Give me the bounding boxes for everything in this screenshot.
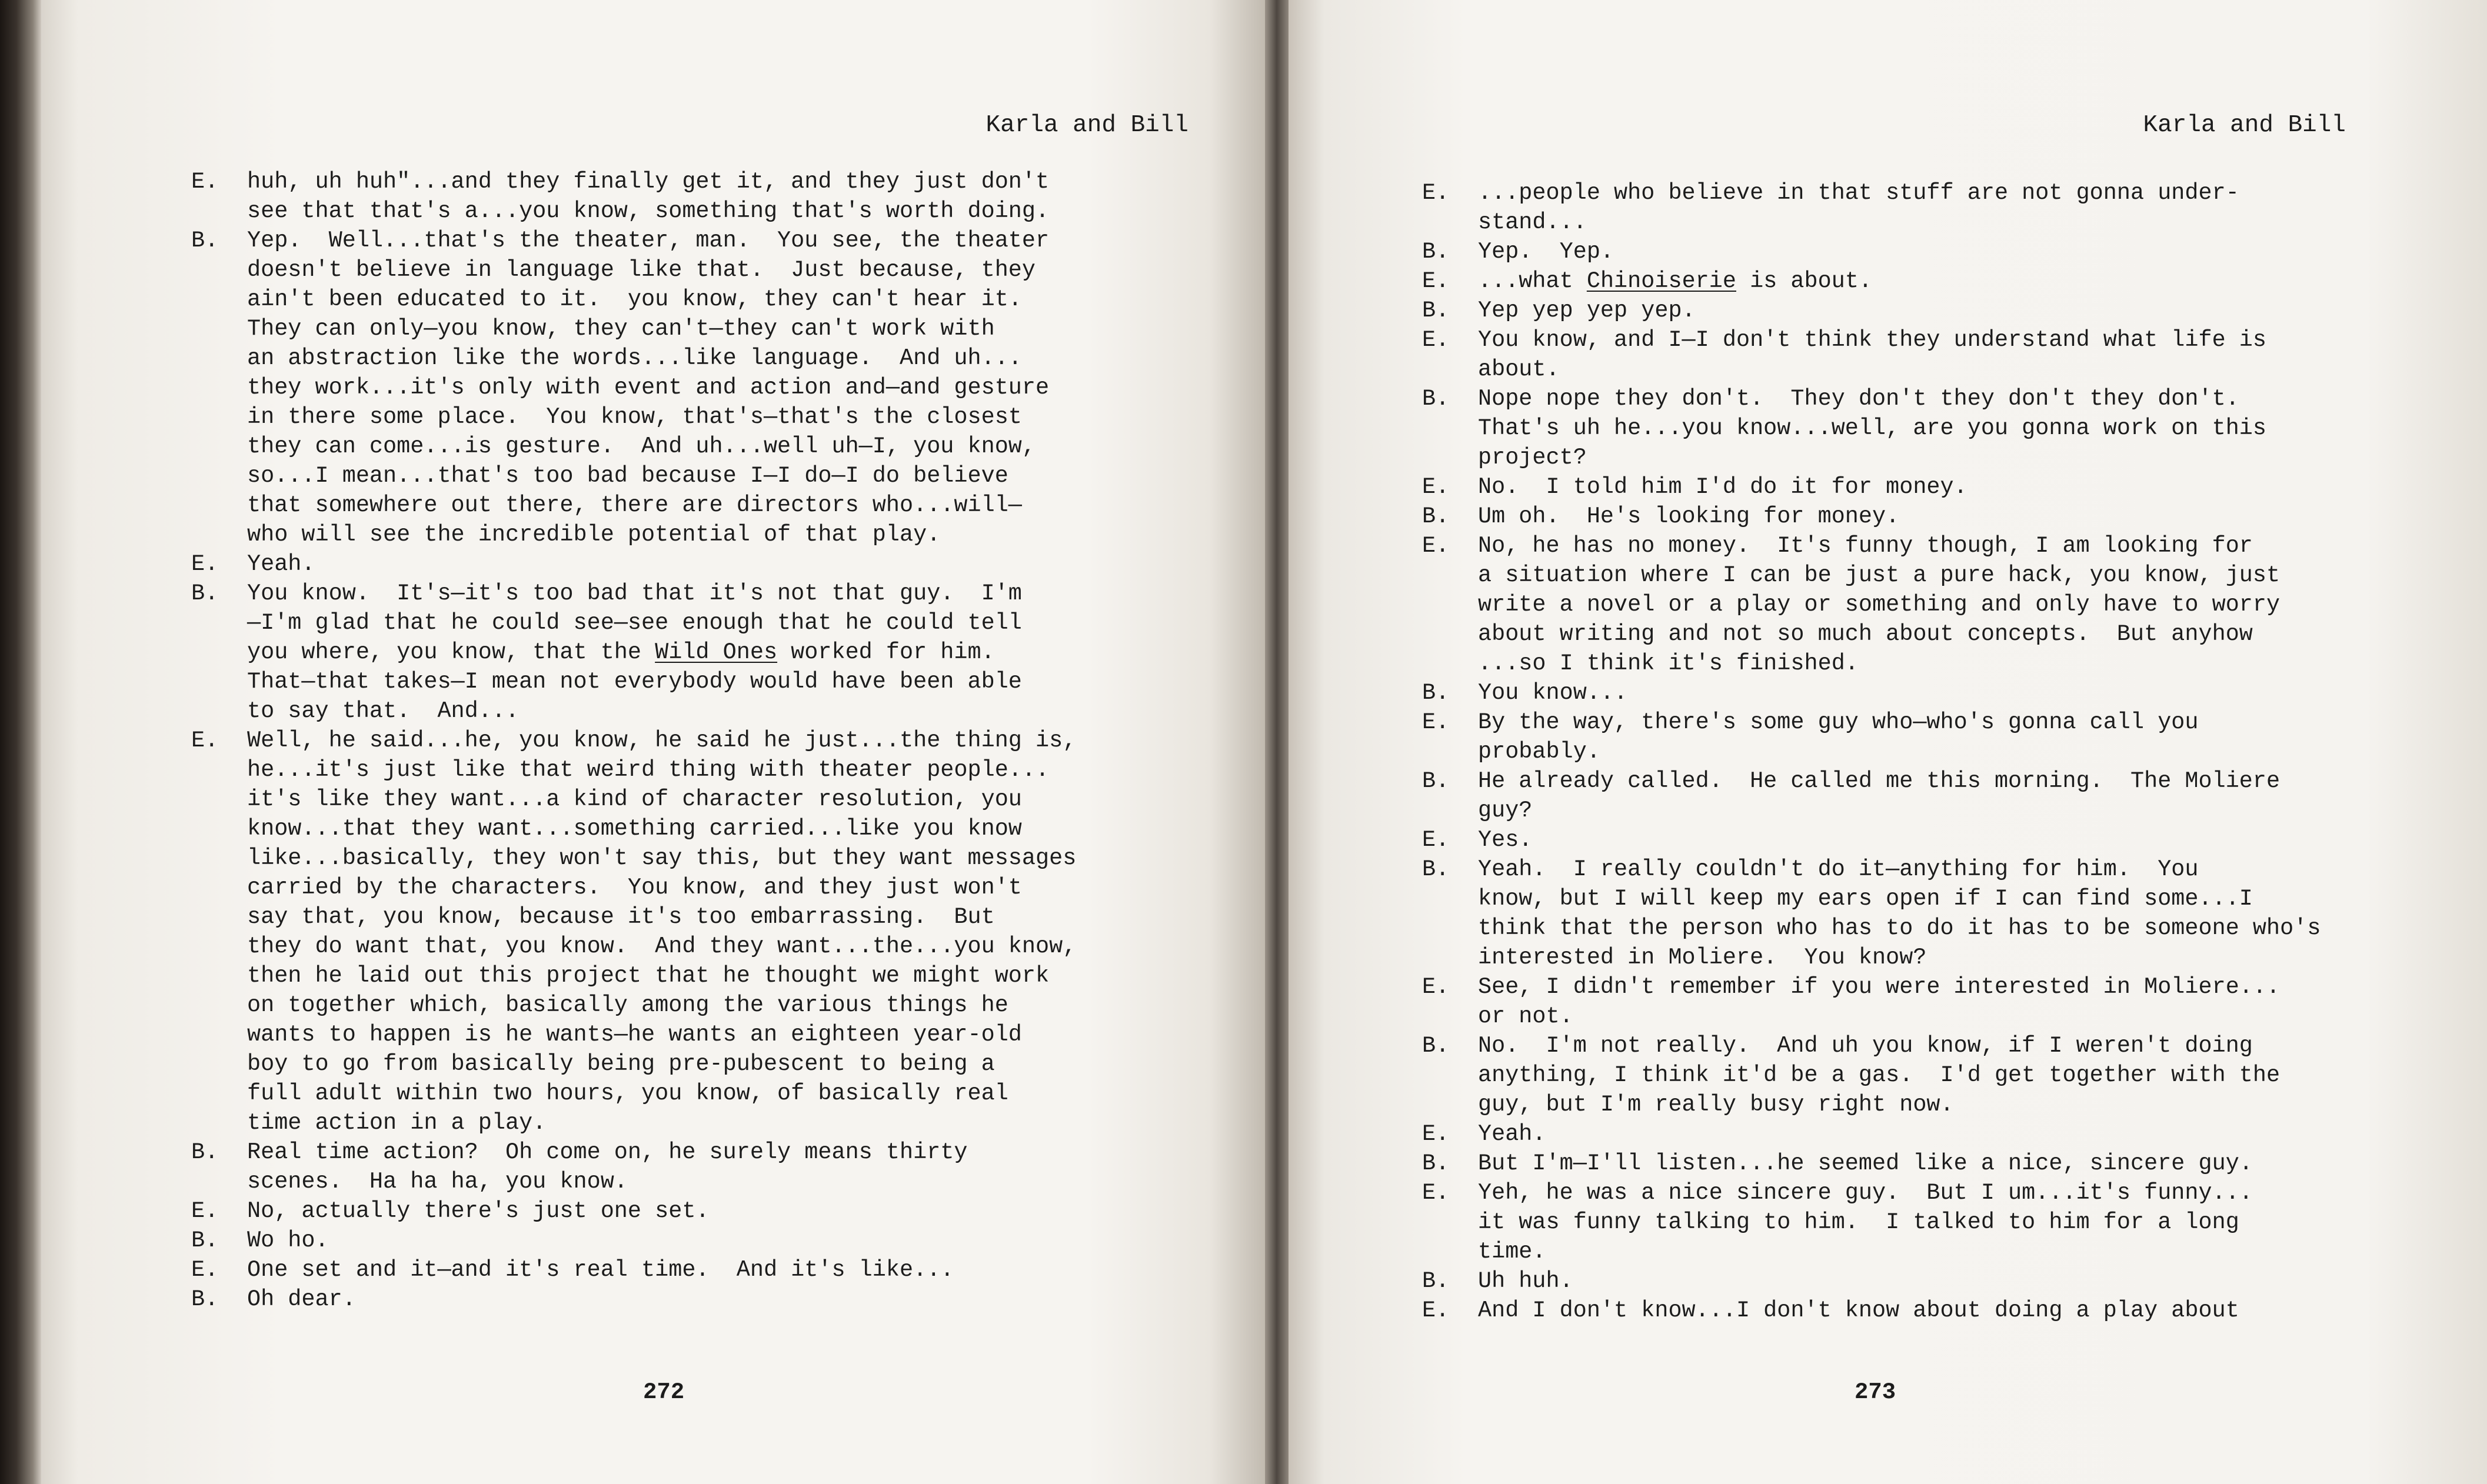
dialogue-text [247, 226, 1049, 549]
dialogue-text [247, 167, 1049, 226]
dialogue-entry [191, 1196, 1076, 1226]
dialogue-line: ain't been educated to it. you know, they can't hear it. [247, 286, 1022, 312]
dialogue-line: —I'm glad that he could see—see enough that he could tell [247, 610, 1022, 636]
speaker-label: B. [191, 581, 219, 606]
dialogue-line: Yeah. I really couldn't do it—anything for him. You [1478, 856, 2199, 882]
dialogue-line: anything, I think it'd be a gas. I'd get together with the [1478, 1062, 2280, 1088]
dialogue-line: it's like they want...a kind of character resolution, you [247, 786, 1022, 812]
dialogue-line: One set and it—and it's real time. And it's like... [247, 1257, 954, 1283]
dialogue-line: guy? [1478, 798, 1533, 823]
dialogue-line: doesn't believe in language like that. Just because, they [247, 257, 1036, 283]
dialogue-entry [1422, 1296, 2320, 1325]
dialogue-text [1478, 855, 2320, 972]
dialogue-line: project? [1478, 445, 1587, 471]
dialogue-text [247, 1138, 968, 1196]
speaker-label: B. [191, 1286, 219, 1312]
dialogue-line: ...people who believe in that stuff are not gonna under- [1478, 180, 2239, 206]
speaker-label: E. [1422, 1180, 1450, 1206]
speaker-label: B. [1422, 1033, 1450, 1059]
dialogue-entry [1422, 1178, 2320, 1266]
speaker-label: E. [1422, 709, 1450, 735]
speaker-label: B. [191, 228, 219, 254]
dialogue-line: they do want that, you know. And they want...the...you know, [247, 933, 1077, 959]
dialogue-line: Nope nope they don't. They don't they don't they don't. [1478, 386, 2239, 412]
speaker-label: B. [1422, 298, 1450, 324]
speaker-label: B. [1422, 503, 1450, 529]
page-number-right: 273 [1855, 1379, 1896, 1405]
dialogue-line: see that that's a...you know, something that's worth doing. [247, 198, 1050, 224]
dialogue-text [1478, 766, 2280, 825]
dialogue-entry [1422, 766, 2320, 825]
dialogue-entry [1422, 502, 2320, 531]
dialogue-line: Yeah. [247, 551, 315, 577]
dialogue-line: a situation where I can be just a pure hack, you know, just [1478, 562, 2280, 588]
dialogue-line: then he laid out this project that he thought we might work [247, 963, 1050, 989]
speaker-label: B. [1422, 386, 1450, 412]
dialogue-entry [1422, 178, 2320, 237]
dialogue-line: to say that. And... [247, 698, 520, 724]
dialogue-line: scenes. Ha ha ha, you know. [247, 1169, 628, 1195]
dialogue-line: stand... [1478, 209, 1587, 235]
dialogue-line: By the way, there's some guy who—who's gonna call you [1478, 709, 2199, 735]
dialogue-line: they work...it's only with event and action and—and gesture [247, 375, 1050, 401]
dialogue-entry [191, 549, 1076, 579]
dialogue-right [1422, 178, 2320, 1325]
dialogue-line: know, but I will keep my ears open if I can find some...I [1478, 886, 2253, 912]
speaker-label: E. [191, 728, 219, 753]
dialogue-entry [1422, 266, 2320, 296]
dialogue-line: Yeah. [1478, 1121, 1546, 1147]
dialogue-left [191, 167, 1076, 1314]
speaker-label: E. [1422, 474, 1450, 500]
speaker-label: E. [1422, 1121, 1450, 1147]
dialogue-line: No. I'm not really. And uh you know, if I weren't doing [1478, 1033, 2253, 1059]
dialogue-line: an abstraction like the words...like language. And uh... [247, 345, 1022, 371]
dialogue-entry [1422, 325, 2320, 384]
dialogue-text [247, 1226, 329, 1255]
dialogue-entry [191, 726, 1076, 1138]
dialogue-entry [1422, 472, 2320, 502]
speaker-label: B. [191, 1228, 219, 1253]
dialogue-line: or not. [1478, 1003, 1573, 1029]
speaker-label: E. [191, 169, 219, 195]
dialogue-line: on together which, basically among the various things he [247, 992, 1008, 1018]
dialogue-entry [1422, 296, 2320, 325]
dialogue-line: wants to happen is he wants—he wants an eighteen year-old [247, 1022, 1022, 1048]
dialogue-line: time. [1478, 1239, 1546, 1265]
dialogue-text [1478, 266, 1872, 296]
dialogue-line: Well, he said...he, you know, he said he just...the thing is, [247, 728, 1077, 753]
dialogue-line: like...basically, they won't say this, but they want messages [247, 845, 1077, 871]
dialogue-text [247, 726, 1076, 1138]
dialogue-line: ...so I think it's finished. [1478, 651, 1859, 676]
speaker-label: E. [1422, 268, 1450, 294]
dialogue-line: you where, you know, that the Wild Ones worked for him. [247, 639, 995, 665]
dialogue-text [1478, 178, 2239, 237]
dialogue-line: No, actually there's just one set. [247, 1198, 710, 1224]
dialogue-line: Yes. [1478, 827, 1533, 853]
dialogue-text [1478, 825, 1532, 855]
dialogue-entry [191, 1138, 1076, 1196]
speaker-label: E. [1422, 974, 1450, 1000]
dialogue-text [1478, 1266, 1573, 1296]
dialogue-text [247, 1285, 356, 1314]
dialogue-line: huh, uh huh"...and they finally get it, and they just don't [247, 169, 1050, 195]
dialogue-line: See, I didn't remember if you were interested in Moliere... [1478, 974, 2280, 1000]
dialogue-text [1478, 325, 2266, 384]
dialogue-line: That's uh he...you know...well, are you gonna work on this [1478, 415, 2267, 441]
speaker-label: E. [191, 1198, 219, 1224]
dialogue-text [1478, 502, 1899, 531]
dialogue-entry [1422, 1149, 2320, 1178]
page-number-left: 272 [643, 1379, 685, 1405]
speaker-label: E. [191, 1257, 219, 1283]
dialogue-line: they can come...is gesture. And uh...well uh—I, you know, [247, 433, 1036, 459]
dialogue-text [1478, 972, 2280, 1031]
running-head-right: Karla and Bill [2143, 112, 2346, 139]
dialogue-line: time action in a play. [247, 1110, 547, 1136]
dialogue-entry [1422, 237, 2320, 266]
dialogue-line: full adult within two hours, you know, of basically real [247, 1081, 1008, 1106]
dialogue-line: ...what Chinoiserie is about. [1478, 268, 1873, 294]
dialogue-text [1478, 237, 1614, 266]
dialogue-line: Wo ho. [247, 1228, 329, 1253]
dialogue-line: that somewhere out there, there are directors who...will— [247, 492, 1022, 518]
dialogue-line: in there some place. You know, that's—that's the closest [247, 404, 1022, 430]
dialogue-line: Real time action? Oh come on, he surely means thirty [247, 1139, 968, 1165]
dialogue-entry [1422, 531, 2320, 678]
dialogue-line: it was funny talking to him. I talked to him for a long [1478, 1209, 2239, 1235]
speaker-label: E. [1422, 1298, 1450, 1323]
dialogue-text [247, 1196, 710, 1226]
running-head-left: Karla and Bill [986, 112, 1188, 139]
dialogue-line: They can only—you know, they can't—they can't work with [247, 316, 995, 342]
dialogue-entry [1422, 384, 2320, 472]
underlined-title: Wild Ones [655, 639, 778, 665]
dialogue-line: about. [1478, 356, 1560, 382]
dialogue-text [1478, 678, 1627, 708]
dialogue-line: write a novel or a play or something and only have to worry [1478, 592, 2280, 618]
dialogue-line: know...that they want...something carried...like you know [247, 816, 1022, 842]
dialogue-line: You know, and I—I don't think they understand what life is [1478, 327, 2267, 353]
left-page [41, 0, 1271, 1484]
dialogue-line: Yep. Yep. [1478, 239, 1614, 265]
dialogue-entry [1422, 825, 2320, 855]
right-page [1289, 0, 2487, 1484]
dialogue-text [1478, 384, 2266, 472]
dialogue-line: No. I told him I'd do it for money. [1478, 474, 1967, 500]
dialogue-entry [191, 226, 1076, 549]
dialogue-entry [1422, 1031, 2320, 1119]
dialogue-line: He already called. He called me this morning. The Moliere [1478, 768, 2280, 794]
dialogue-entry [191, 579, 1076, 726]
dialogue-line: Uh huh. [1478, 1268, 1573, 1294]
dialogue-text [1478, 1296, 2239, 1325]
dialogue-line: boy to go from basically being pre-pubescent to being a [247, 1051, 995, 1077]
dialogue-entry [191, 1226, 1076, 1255]
speaker-label: E. [1422, 533, 1450, 559]
dialogue-entry [191, 1285, 1076, 1314]
dialogue-entry [191, 1255, 1076, 1285]
dialogue-line: But I'm—I'll listen...he seemed like a nice, sincere guy. [1478, 1150, 2253, 1176]
speaker-label: B. [1422, 239, 1450, 265]
dialogue-line: That—that takes—I mean not everybody would have been able [247, 669, 1022, 695]
dialogue-text [247, 549, 315, 579]
dialogue-line: And I don't know...I don't know about doing a play about [1478, 1298, 2239, 1323]
dialogue-entry [191, 167, 1076, 226]
dialogue-line: You know... [1478, 680, 1628, 706]
dialogue-line: Yep. Well...that's the theater, man. You see, the theater [247, 228, 1050, 254]
dialogue-line: interested in Moliere. You know? [1478, 945, 1927, 971]
dialogue-line: so...I mean...that's too bad because I—I do—I do believe [247, 463, 1008, 489]
speaker-label: B. [1422, 856, 1450, 882]
dialogue-text [1478, 531, 2280, 678]
book-gutter [1265, 0, 1289, 1484]
dialogue-text [1478, 1149, 2253, 1178]
speaker-label: B. [1422, 768, 1450, 794]
speaker-label: B. [1422, 680, 1450, 706]
dialogue-line: Yep yep yep yep. [1478, 298, 1696, 324]
dialogue-text [247, 579, 1022, 726]
dialogue-line: who will see the incredible potential of that play. [247, 522, 941, 548]
dialogue-line: Um oh. He's looking for money. [1478, 503, 1900, 529]
dialogue-text [1478, 708, 2199, 766]
dialogue-entry [1422, 1266, 2320, 1296]
dialogue-text [1478, 1031, 2280, 1119]
speaker-label: B. [1422, 1150, 1450, 1176]
dialogue-entry [1422, 1119, 2320, 1149]
dialogue-entry [1422, 972, 2320, 1031]
speaker-label: E. [1422, 327, 1450, 353]
dialogue-line: he...it's just like that weird thing with theater people... [247, 757, 1050, 783]
dialogue-entry [1422, 678, 2320, 708]
underlined-title: Chinoiserie [1586, 268, 1736, 294]
dialogue-text [247, 1255, 954, 1285]
dialogue-line: Yeh, he was a nice sincere guy. But I um...it's funny... [1478, 1180, 2253, 1206]
dialogue-entry [1422, 708, 2320, 766]
dialogue-line: about writing and not so much about concepts. But anyhow [1478, 621, 2253, 647]
speaker-label: B. [1422, 1268, 1450, 1294]
speaker-label: E. [1422, 827, 1450, 853]
speaker-label: E. [191, 551, 219, 577]
dialogue-text [1478, 296, 1696, 325]
dialogue-line: think that the person who has to do it has to be someone who's [1478, 915, 2321, 941]
dialogue-line: carried by the characters. You know, and they just won't [247, 875, 1022, 901]
dialogue-text [1478, 1178, 2253, 1266]
dialogue-line: guy, but I'm really busy right now. [1478, 1092, 1954, 1118]
dialogue-text [1478, 472, 1967, 502]
dialogue-line: say that, you know, because it's too embarrassing. But [247, 904, 995, 930]
book-edge [0, 0, 41, 1484]
dialogue-line: probably. [1478, 739, 1600, 765]
dialogue-line: No, he has no money. It's funny though, I am looking for [1478, 533, 2253, 559]
dialogue-line: You know. It's—it's too bad that it's not that guy. I'm [247, 581, 1022, 606]
dialogue-text [1478, 1119, 1546, 1149]
speaker-label: B. [191, 1139, 219, 1165]
speaker-label: E. [1422, 180, 1450, 206]
dialogue-line: Oh dear. [247, 1286, 356, 1312]
dialogue-entry [1422, 855, 2320, 972]
